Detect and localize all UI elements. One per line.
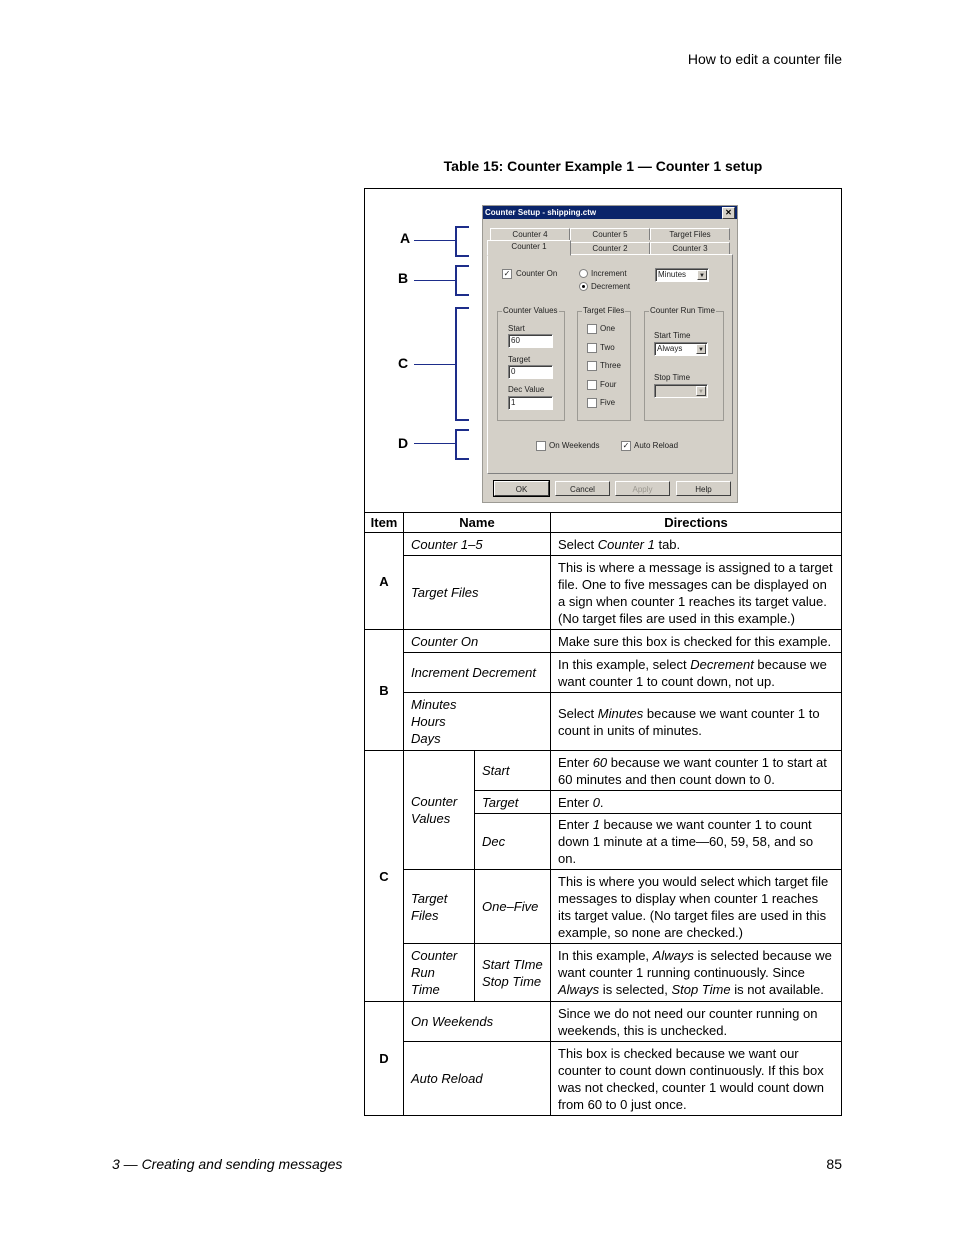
target-two-label: Two xyxy=(600,343,615,352)
close-icon[interactable]: ✕ xyxy=(722,207,735,219)
target-five-label: Five xyxy=(600,398,616,407)
item-cell: A xyxy=(365,533,404,630)
tab-counter-1[interactable]: Counter 1 xyxy=(487,240,571,256)
decrement-label: Decrement xyxy=(591,282,631,291)
target-four-checkbox[interactable] xyxy=(587,380,597,390)
table-row xyxy=(365,870,842,944)
ok-button[interactable]: OK xyxy=(494,481,549,496)
callout-line-b xyxy=(414,280,456,281)
header-directions: Directions xyxy=(551,513,842,533)
table-row xyxy=(365,630,842,653)
callout-bracket-c xyxy=(455,307,469,421)
subname-cell: One–Five xyxy=(475,870,551,944)
decrement-radio[interactable] xyxy=(579,282,588,291)
tab-counter-2[interactable]: Counter 2 xyxy=(570,242,650,254)
callout-label-d: D xyxy=(398,435,409,451)
name-cell: Counter 1–5 xyxy=(404,533,551,556)
directions-cell: Select Minutes because we want counter 1 to count in units of minutes. xyxy=(551,693,842,751)
name-cell: Target Files xyxy=(404,870,475,944)
chevron-down-icon[interactable]: ▼ xyxy=(697,270,707,280)
unit-dropdown[interactable] xyxy=(655,268,709,282)
name-cell: Auto Reload xyxy=(404,1042,551,1116)
callout-bracket-a xyxy=(455,226,469,257)
auto-reload-label: Auto Reload xyxy=(634,441,679,450)
directions-cell: This is where you would select which target file messages to display when counter 1 reaches its target value. (No target files are used in this example, so none are checked.) xyxy=(551,870,842,944)
footer-chapter: 3 — Creating and sending messages xyxy=(112,1156,343,1172)
start-label: Start xyxy=(508,324,525,333)
chevron-down-icon: ▼ xyxy=(696,386,706,396)
name-cell: Counter Run Time xyxy=(404,944,475,1002)
table-row xyxy=(365,533,842,556)
name-cell: Counter On xyxy=(404,630,551,653)
increment-radio[interactable] xyxy=(579,269,588,278)
target-four-label: Four xyxy=(600,380,617,389)
counter-setup-dialog xyxy=(482,205,738,503)
unit-value: Minutes xyxy=(658,270,687,279)
table-row xyxy=(365,556,842,630)
stop-time-label: Stop Time xyxy=(654,373,691,382)
subname-cell: Dec xyxy=(475,814,551,870)
name-cell: Minutes Hours Days xyxy=(404,693,551,751)
target-files-group xyxy=(577,306,631,421)
directions-cell: Since we do not need our counter running on weekends, this is unchecked. xyxy=(551,1002,842,1042)
callout-line-d xyxy=(414,443,456,444)
table-row xyxy=(365,751,842,791)
counter-run-time-group xyxy=(644,306,724,421)
table-row xyxy=(365,693,842,751)
tab-panel xyxy=(487,254,733,474)
subname-cell: Start TIme Stop Time xyxy=(475,944,551,1002)
directions-cell: This box is checked because we want our counter to count down continuously. If this box was not checked, counter 1 would count down from 60 to 0 just once. xyxy=(551,1042,842,1116)
start-time-label: Start Time xyxy=(654,331,691,340)
callout-bracket-b xyxy=(455,265,469,296)
on-weekends-checkbox[interactable] xyxy=(536,441,546,451)
item-cell: D xyxy=(365,1002,404,1116)
start-time-value: Always xyxy=(657,344,683,353)
cancel-button[interactable]: Cancel xyxy=(555,481,610,496)
target-two-checkbox[interactable] xyxy=(587,343,597,353)
tab-counter-3[interactable]: Counter 3 xyxy=(650,242,730,254)
table-row xyxy=(365,653,842,693)
on-weekends-label: On Weekends xyxy=(549,441,600,450)
directions-cell: In this example, Always is selected because we want counter 1 running continuously. Since Always is selected, Stop Time is not available. xyxy=(551,944,842,1002)
stop-time-dropdown xyxy=(654,384,708,398)
counter-values-caption: Counter Values xyxy=(503,306,558,315)
page-number: 85 xyxy=(826,1156,842,1172)
directions-cell: Enter 60 because we want counter 1 to start at 60 minutes and then count down to 0. xyxy=(551,751,842,791)
item-cell: B xyxy=(365,630,404,751)
start-input[interactable]: 60 xyxy=(508,334,553,348)
auto-reload-checkbox[interactable]: ✓ xyxy=(622,441,630,450)
tab-counter-4[interactable]: Counter 4 xyxy=(490,228,570,240)
apply-button: Apply xyxy=(615,481,670,496)
tab-target-files[interactable]: Target Files xyxy=(650,228,730,240)
directions-cell: Make sure this box is checked for this example. xyxy=(551,630,842,653)
callout-bracket-d xyxy=(455,429,469,460)
increment-label: Increment xyxy=(591,269,627,278)
directions-cell: Select Counter 1 tab. xyxy=(551,533,842,556)
directions-cell: Enter 1 because we want counter 1 to count down 1 minute at a time—60, 59, 58, and so on. xyxy=(551,814,842,870)
name-cell: On Weekends xyxy=(404,1002,551,1042)
tab-counter-5[interactable]: Counter 5 xyxy=(570,228,650,240)
subname-cell: Target xyxy=(475,791,551,814)
target-files-caption: Target Files xyxy=(583,306,625,315)
dialog-title-bar xyxy=(483,206,737,219)
callout-label-b: B xyxy=(398,270,409,286)
target-label: Target xyxy=(508,355,531,364)
item-cell: C xyxy=(365,751,404,1002)
table-row xyxy=(365,944,842,1002)
name-cell: Increment Decrement xyxy=(404,653,551,693)
target-five-checkbox[interactable] xyxy=(587,398,597,408)
directions-table xyxy=(364,512,842,1116)
callout-label-a: A xyxy=(400,230,411,246)
target-three-checkbox[interactable] xyxy=(587,361,597,371)
counter-run-time-caption: Counter Run Time xyxy=(650,306,715,315)
dec-value-label: Dec Value xyxy=(508,385,545,394)
target-one-checkbox[interactable] xyxy=(587,324,597,334)
running-header: How to edit a counter file xyxy=(687,51,842,67)
start-time-dropdown[interactable] xyxy=(654,342,708,356)
chevron-down-icon[interactable]: ▼ xyxy=(696,344,706,354)
header-item: Item xyxy=(365,513,404,533)
table-row xyxy=(365,1002,842,1042)
table-row xyxy=(365,1042,842,1116)
directions-cell: In this example, select Decrement because we want counter 1 to count down, not up. xyxy=(551,653,842,693)
directions-cell: This is where a message is assigned to a target file. One to five messages can be displayed on a sign when counter 1 reaches its target value. (No target files are used in this example.) xyxy=(551,556,842,630)
name-cell: Counter Values xyxy=(404,751,475,870)
name-cell: Target Files xyxy=(404,556,551,630)
counter-on-checkbox[interactable]: ✓ xyxy=(503,269,511,278)
table-title: Table 15: Counter Example 1 — Counter 1 setup xyxy=(443,158,763,174)
header-name: Name xyxy=(404,513,551,533)
counter-on-label: Counter On xyxy=(516,269,558,278)
target-one-label: One xyxy=(600,324,616,333)
table-header-row xyxy=(365,513,842,533)
target-three-label: Three xyxy=(600,361,621,370)
callout-line-c xyxy=(414,364,456,365)
callout-label-c: C xyxy=(398,355,409,371)
target-input[interactable]: 0 xyxy=(508,365,553,379)
callout-line-a xyxy=(414,240,456,241)
directions-cell: Enter 0. xyxy=(551,791,842,814)
counter-values-group xyxy=(497,306,565,421)
help-button[interactable]: Help xyxy=(676,481,731,496)
subname-cell: Start xyxy=(475,751,551,791)
dec-value-input[interactable]: 1 xyxy=(508,396,553,410)
dialog-title: Counter Setup - shipping.ctw xyxy=(485,208,597,217)
